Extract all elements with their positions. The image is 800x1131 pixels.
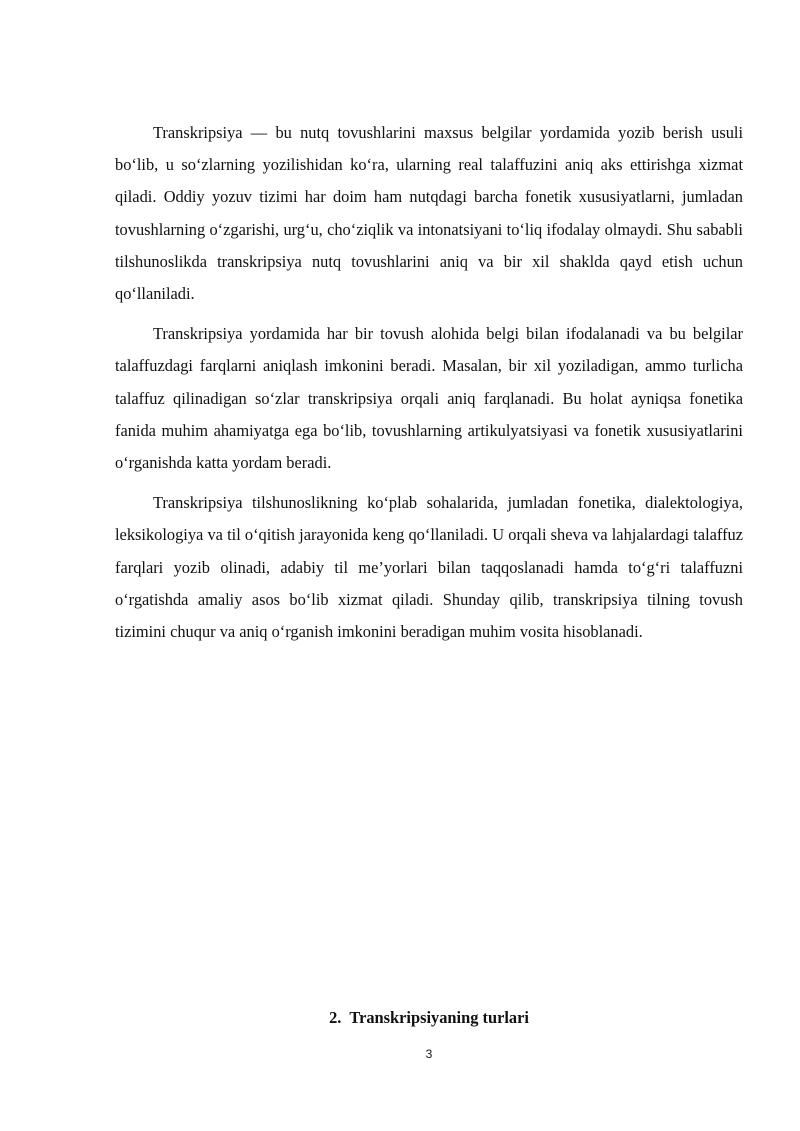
paragraph-2: Transkripsiya yordamida har bir tovush alohida belgi bilan ifodalanadi va bu belgilar talaffuzdagi farqlarni aniqlash imkonini beradi. Masalan, bir xil yoziladigan, ammo turlicha talaffuz qilinadigan so‘zlar transkripsiya orqali aniq farqlanadi. Bu holat ayniqsa fonetika fanida muhim ahamiyatga ega bo‘lib, tovushlarning artikulyatsiyasi va fonetik xususiyatlarini o‘rganishda katta yordam beradi. bbox=[115, 324, 743, 473]
page-number: 3 bbox=[425, 1047, 433, 1061]
section-title: Transkripsiyaning turlari bbox=[349, 1008, 529, 1027]
paragraph-3: Transkripsiya tilshunoslikning ko‘plab sohalarida, jumladan fonetika, dialektologiya, leksikologiya va til o‘qitish jarayonida keng qo‘llaniladi. U orqali sheva va lahjalardagi talaffuz farqlari yozib olinadi, adabiy til me’yorlari bilan taqqoslanadi hamda to‘g‘ri talaffuzni o‘rgatishda amaliy asos bo‘lib xizmat qiladi. Shunday qilib, transkripsiya tilning tovush tizimini chuqur va aniq o‘rganish imkonini beradigan muhim vosita hisoblanadi. bbox=[115, 493, 743, 642]
section-heading bbox=[115, 1004, 743, 1032]
paragraph-1: Transkripsiya — bu nutq tovushlarini maxsus belgilar yordamida yozib berish usuli bo‘lib, u so‘zlarning yozilishidan ko‘ra, ularning real talaffuzini aniq aks ettirishga xizmat qiladi. Oddiy yozuv tizimi har doim ham nutqdagi barcha fonetik xususiyatlarni, jumladan tovushlarning o‘zgarishi, urg‘u, cho‘ziqlik va intonatsiyani to‘liq ifodalay olmaydi. Shu sababli tilshunoslikda transkripsiya nutq tovushlarini aniq va bir xil shaklda qayd etish uchun qo‘llaniladi. bbox=[115, 123, 743, 304]
body-text bbox=[115, 117, 743, 656]
section-number: 2. bbox=[329, 1008, 342, 1027]
